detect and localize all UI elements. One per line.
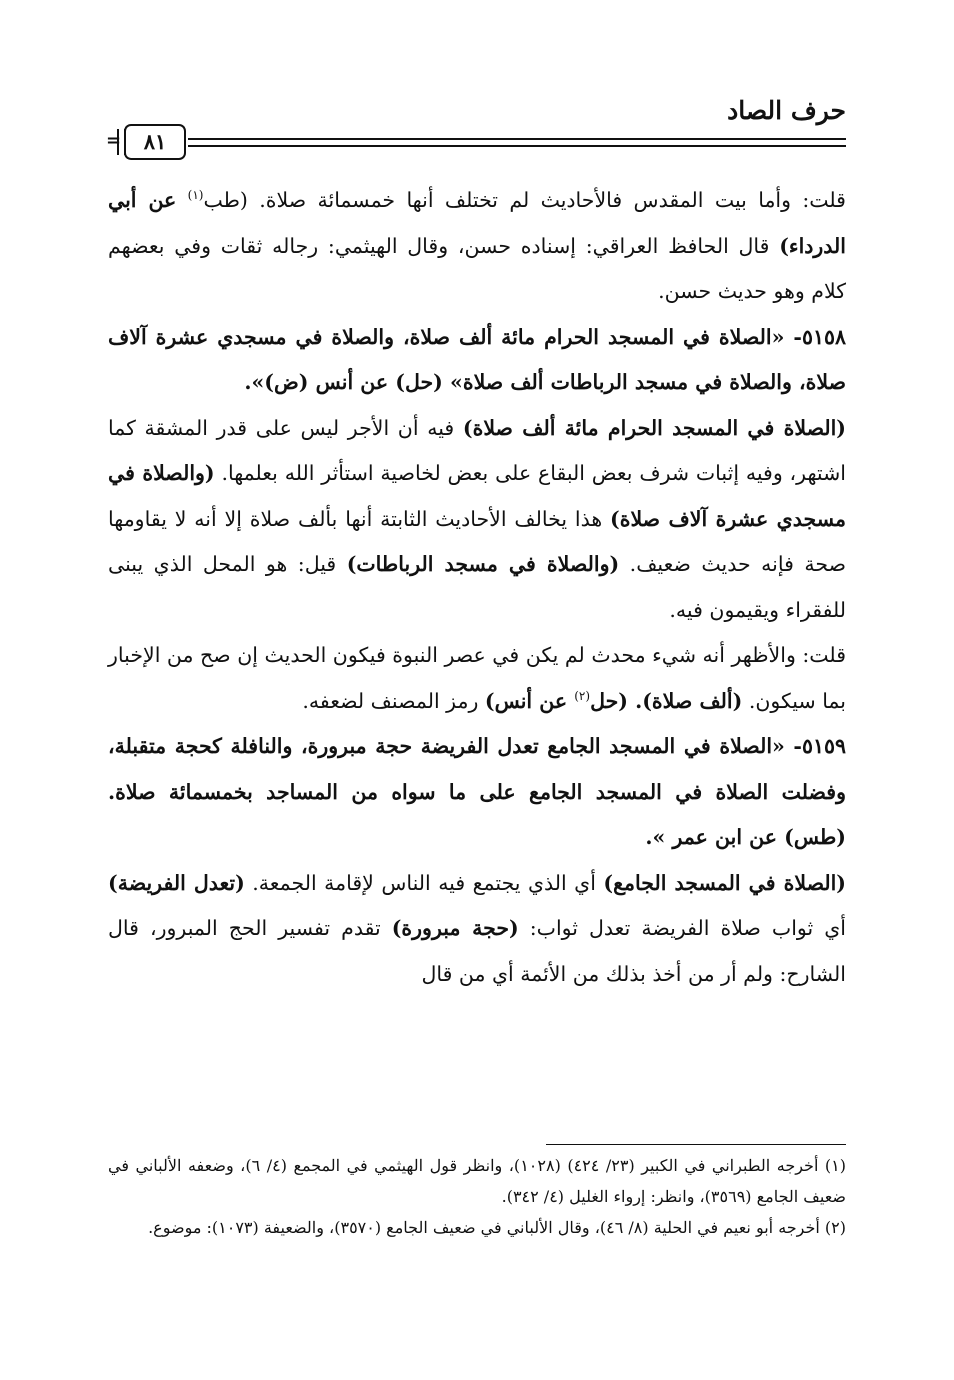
quoted-phrase: (والصلاة في مسجدي عشرة آلاف صلاة) [108, 461, 846, 531]
source-ref: عن أنس) [484, 688, 575, 713]
quoted-phrase: (حجة مبرورة) [391, 916, 519, 940]
footnote-2: (٢) أخرجه أبو نعيم في الحلية (٨/ ٤٦)، وقال الألباني في ضعيف الجامع (٣٥٧٠)، والضعيفة (١٠٧٣): موضوع. [148, 1218, 846, 1237]
hadith-text: ٥١٥٨- «الصلاة في المسجد الحرام مائة ألف صلاة، والصلاة في مسجدي عشرة آلاف صلاة، والصلاة في مسجد الرباطات ألف صلاة» (حل) عن أنس (ض)». [108, 324, 846, 394]
quoted-phrase: (تعدل الفريضة) [108, 870, 245, 895]
hadith-5158 [108, 315, 846, 406]
header-corner-mark: = [106, 130, 122, 151]
text-run: فيه أن الأجر ليس على قدر المشقة كما اشتهر، وفيه إثبات شرف بعض البقاع على بعض لخاصية استأثر الله بعلمها. [108, 415, 846, 485]
text-run: رمز المصنف لضعفه. [302, 688, 485, 713]
text-run: قيل: هو المحل الذي يبنى للفقراء ويقيمون فيه. [108, 552, 846, 622]
text-run: قال الحافظ العراقي: إسناده حسن، وقال الهيثمي: رجاله ثقات وفي بعضهم كلام وهو حديث حسن. [108, 233, 846, 303]
footnote-ref-1: (١) [187, 188, 204, 203]
page-number: ٨١ [124, 124, 186, 160]
commentary-5158-note [108, 633, 846, 724]
footnote-1: (١) أخرجه الطبراني في الكبير (٢٣/ ٤٢٤) (١٠٢٨)، وانظر قول الهيثمي في المجمع (٤/ ٦)، وضعفه الألباني في ضعيف الجامع (٣٥٦٩)، وانظر: إرواء الغليل (٤/ ٣٤٢). [108, 1156, 846, 1206]
commentary-5158 [108, 406, 846, 634]
commentary-5159 [108, 861, 846, 998]
main-text [108, 178, 846, 997]
hadith-text: ٥١٥٩- «الصلاة في المسجد الجامع تعدل الفريضة حجة مبرورة، والنافلة كحجة متقبلة، وفضلت الصلاة في المسجد الجامع على ما سواه من المساجد بخمسمائة صلاة. (طس) عن ابن عمر ». [108, 734, 846, 849]
quoted-phrase: (الصلاة في المسجد الجامع) [603, 870, 846, 895]
source-ref: عن أبي الدرداء) [108, 188, 846, 258]
quoted-phrase: (الصلاة في المسجد الحرام مائة ألف صلاة) [462, 415, 846, 440]
text-run: قلت: وأما بيت المقدس فالأحاديث لم تختلف أنها خمسمائة صلاة. (طب [203, 188, 846, 212]
hadith-5159 [108, 724, 846, 861]
paragraph-intro [108, 178, 846, 315]
text-run: أي الذي يجتمع فيه الناس لإقامة الجمعة. [244, 870, 604, 895]
footnotes [108, 1150, 846, 1243]
text-run: هذا يخالف الأحاديث الثابتة أنها بألف صلاة إلا أنه لا يقاومها صحة فإنه حديث ضعيف. [108, 506, 846, 576]
footnote-divider [546, 1144, 846, 1145]
chapter-title: حرف الصاد [727, 96, 846, 125]
text-run: أي ثواب صلاة الفريضة تعدل ثواب: [518, 916, 846, 940]
text-run: قلت: والأظهر أنه شيء محدث لم يكن في عصر النبوة فيكون الحديث إن صح من الإخبار بما سيكون. [108, 643, 846, 713]
header-rule [188, 138, 846, 147]
quoted-phrase: (والصلاة في مسجد الرباطات) [346, 552, 620, 576]
footnote-ref-2: (٢) [574, 688, 591, 703]
text-run: تقدم تفسير الحج المبرور، قال الشارح: ولم أر من أخذ بذلك من الأئمة أي من قال [108, 916, 846, 986]
quoted-phrase: (ألف صلاة). (حل [590, 688, 743, 713]
